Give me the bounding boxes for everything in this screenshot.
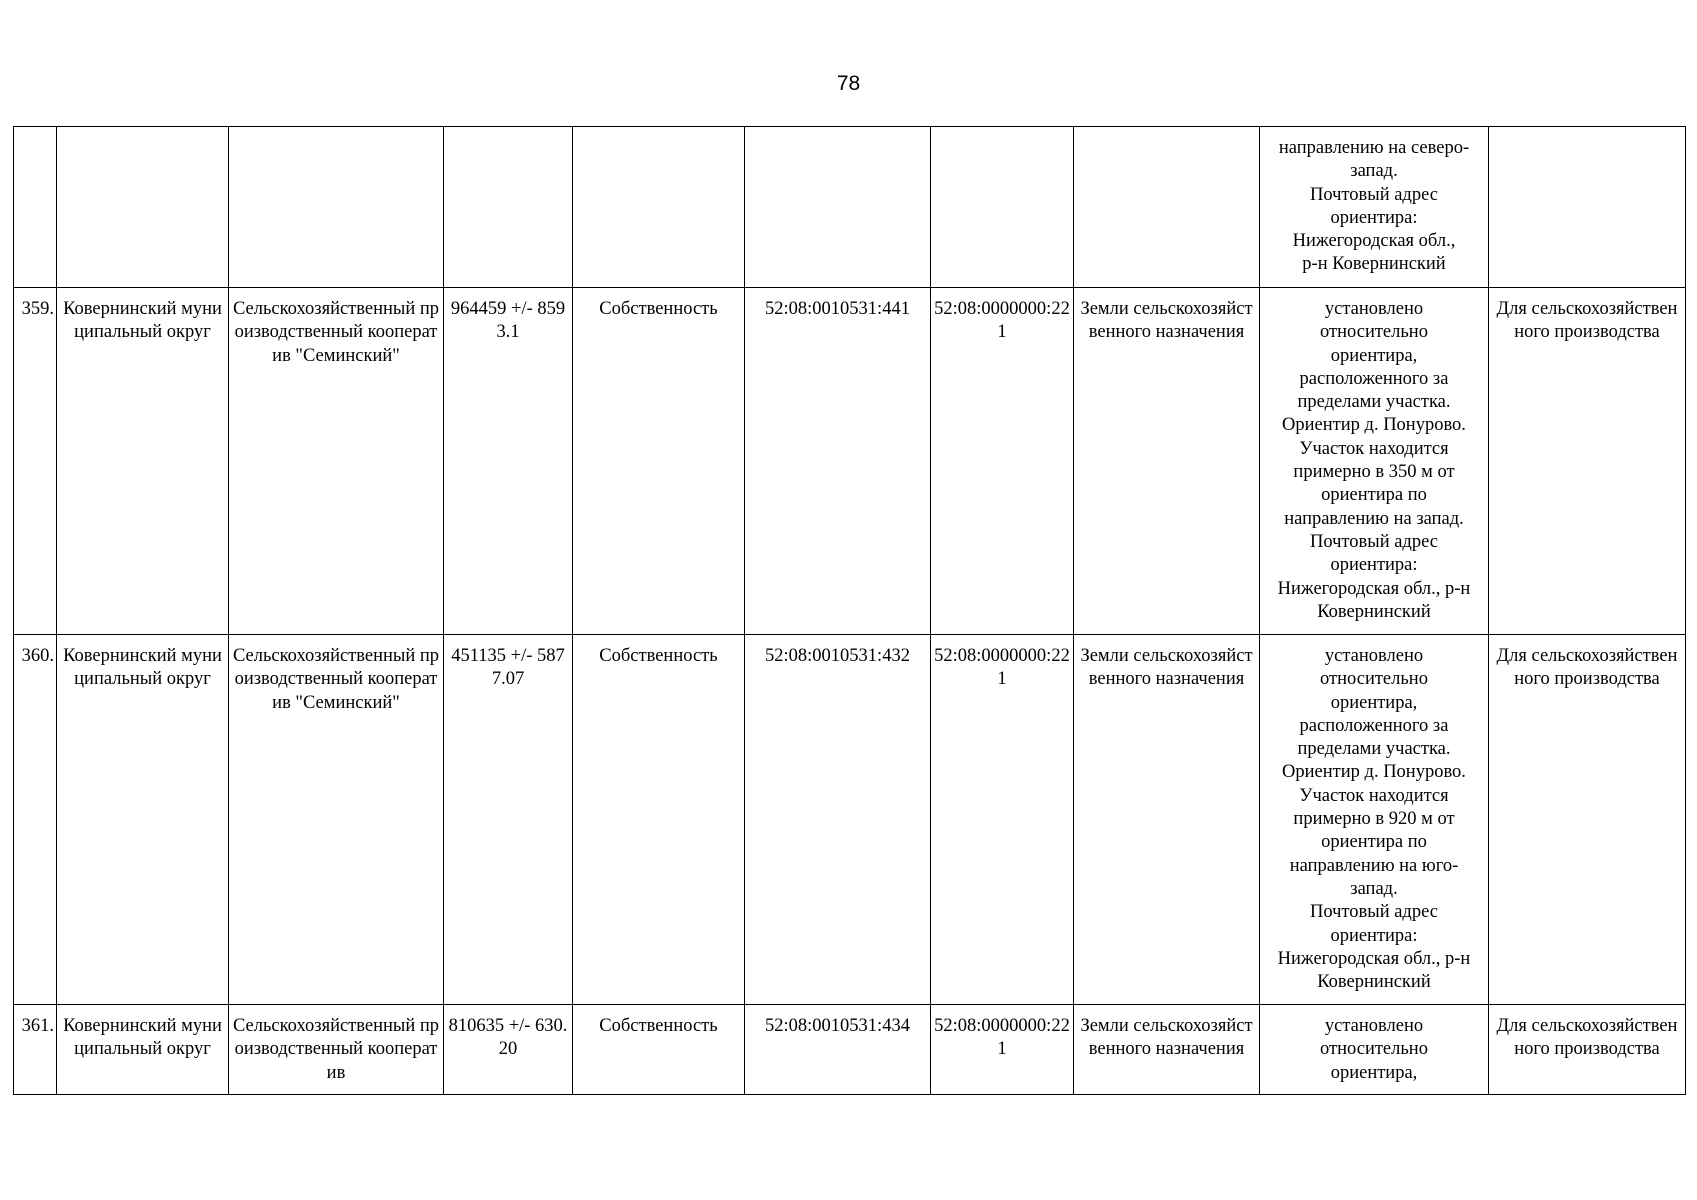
cell-area: 451135 +/- 5877.07 <box>444 635 573 1005</box>
cell-right: Собственность <box>573 288 745 635</box>
cell-holder: Сельскохозяйственный производственный кооператив "Семинский" <box>229 635 444 1005</box>
cell-row-number: 361. <box>14 1005 57 1095</box>
cell-empty <box>1489 127 1686 288</box>
cell-permitted-use: Для сельскохозяйственного производства <box>1489 635 1686 1005</box>
cell-permitted-use: Для сельскохозяйственного производства <box>1489 288 1686 635</box>
cell-address: установлено относительно ориентира, расположенного за пределами участка. Ориентир д. Понурово. Участок находится примерно в 350 м от ориентира по направлению на запад. Почтовый адрес ориентира: Нижегородская обл., р-н Ковернинский <box>1260 288 1489 635</box>
cell-row-number: 359. <box>14 288 57 635</box>
cell-cadastral-number: 52:08:0010531:432 <box>745 635 931 1005</box>
cell-area: 964459 +/- 8593.1 <box>444 288 573 635</box>
page-number: 78 <box>836 72 861 95</box>
cell-holder: Сельскохозяйственный производственный кооператив <box>229 1005 444 1095</box>
cell-cadastral-quarter: 52:08:0000000:221 <box>931 288 1074 635</box>
cell-row-number: 360. <box>14 635 57 1005</box>
cell-right: Собственность <box>573 635 745 1005</box>
cell-area: 810635 +/- 630.20 <box>444 1005 573 1095</box>
cell-holder: Сельскохозяйственный производственный кооператив "Семинский" <box>229 288 444 635</box>
cell-cadastral-quarter: 52:08:0000000:221 <box>931 635 1074 1005</box>
cell-permitted-use: Для сельскохозяйственного производства <box>1489 1005 1686 1095</box>
cell-municipality: Ковернинский муниципальный округ <box>57 1005 229 1095</box>
cell-empty <box>931 127 1074 288</box>
continuation-row <box>14 127 1686 288</box>
cell-address: установлено относительно ориентира, расположенного за пределами участка. Ориентир д. Понурово. Участок находится примерно в 920 м от ориентира по направлению на юго- запад. Почтовый адрес ориентира: Нижегородская обл., р-н Ковернинский <box>1260 635 1489 1005</box>
cell-empty <box>444 127 573 288</box>
cell-cadastral-quarter: 52:08:0000000:221 <box>931 1005 1074 1095</box>
cell-land-category: Земли сельскохозяйственного назначения <box>1074 635 1260 1005</box>
table-row <box>14 635 1686 1005</box>
cell-address: направлению на северо- запад. Почтовый адрес ориентира: Нижегородская обл., р-н Ковернинский <box>1260 127 1489 288</box>
table-row <box>14 288 1686 635</box>
cell-municipality: Ковернинский муниципальный округ <box>57 635 229 1005</box>
cell-right: Собственность <box>573 1005 745 1095</box>
cell-empty <box>1074 127 1260 288</box>
cell-address: установлено относительно ориентира, <box>1260 1005 1489 1095</box>
cell-cadastral-number: 52:08:0010531:441 <box>745 288 931 635</box>
cell-cadastral-number: 52:08:0010531:434 <box>745 1005 931 1095</box>
cell-municipality: Ковернинский муниципальный округ <box>57 288 229 635</box>
land-registry-table <box>13 126 1686 1095</box>
cell-land-category: Земли сельскохозяйственного назначения <box>1074 288 1260 635</box>
cell-land-category: Земли сельскохозяйственного назначения <box>1074 1005 1260 1095</box>
table-row <box>14 1005 1686 1095</box>
cell-empty <box>573 127 745 288</box>
cell-empty <box>745 127 931 288</box>
cell-empty <box>57 127 229 288</box>
cell-empty <box>229 127 444 288</box>
cell-empty <box>14 127 57 288</box>
